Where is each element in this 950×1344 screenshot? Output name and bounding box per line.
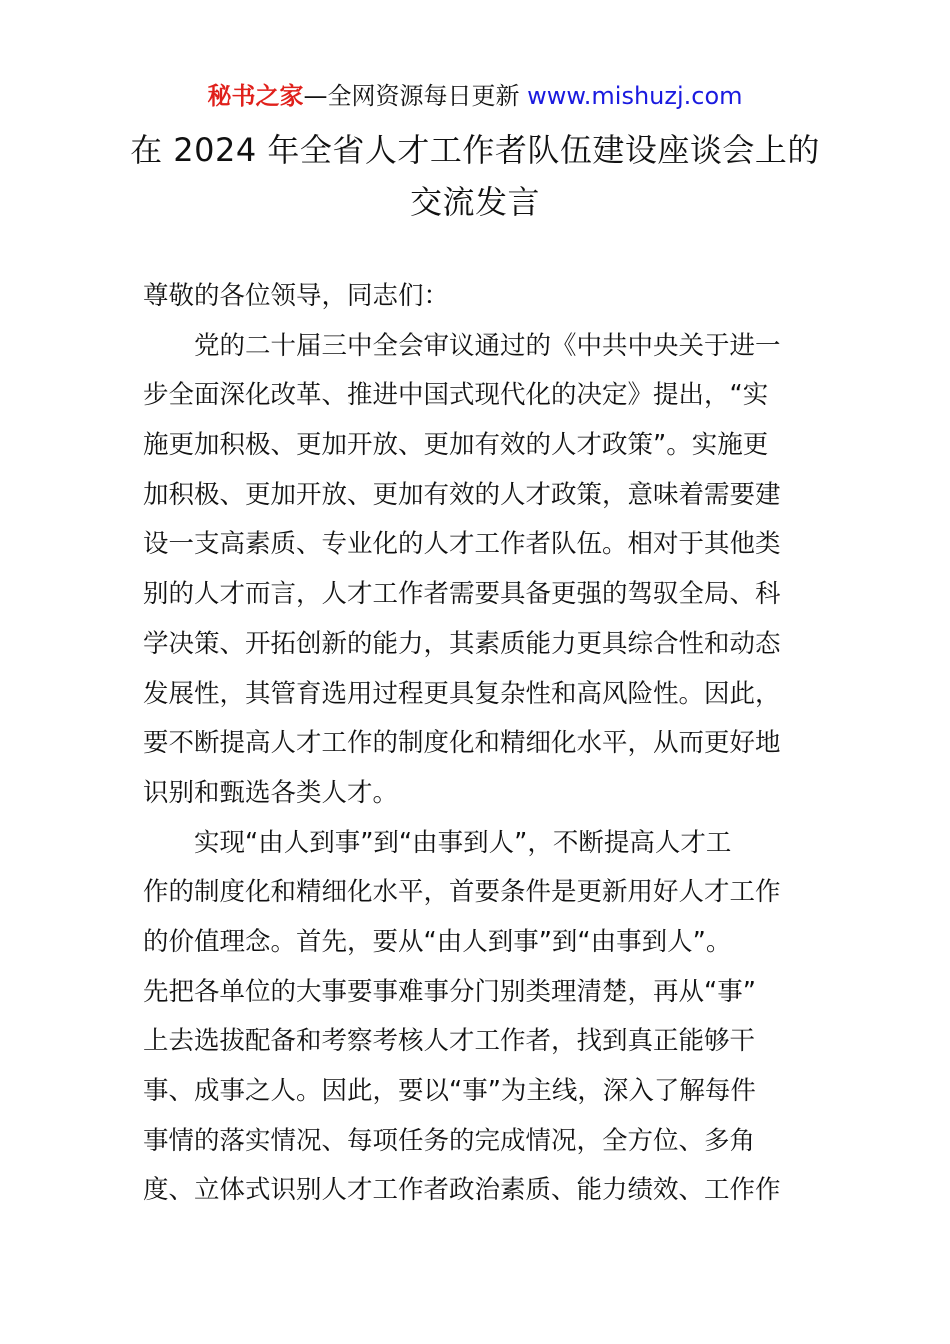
body-line: 的价值理念。首先，要从“由人到事”到“由事到人”。 (143, 926, 732, 957)
title-line: 交流发言 (409, 183, 540, 221)
body-line: 事、成事之人。因此，要以“事”为主线，深入了解每件 (143, 1076, 756, 1106)
body-line: 施更加积极、更加开放、更加有效的人才政策”。实施更 (143, 430, 769, 461)
body-line: 先把各单位的大事要事难事分门别类理清楚，再从“事” (143, 976, 756, 1007)
header-dash: — (303, 82, 328, 110)
body-line: 加积极、更加开放、更加有效的人才政策，意味着需要建 (143, 479, 781, 510)
body-line: 步全面深化改革、推进中国式现代化的决定》提出，“实 (143, 380, 769, 411)
body-line: 别的人才而言，人才工作者需要具备更强的驾驭全局、科 (143, 579, 781, 610)
body-line: 上去选拔配备和考察考核人才工作者，找到真正能够干 (143, 1026, 756, 1057)
title-line: 在 2024 年全省人才工作者队伍建设座谈会上的 (130, 131, 820, 169)
body-line: 学决策、开拓创新的能力，其素质能力更具综合性和动态 (143, 628, 781, 659)
body-line: 党的二十届三中全会审议通过的《中共中央关于进一 (143, 330, 781, 361)
site-brand: 秘书之家 (207, 82, 304, 110)
body-line: 作的制度化和精细化水平，首要条件是更新用好人才工作 (143, 877, 781, 908)
body-line: 事情的落实情况、每项任务的完成情况，全方位、多角 (143, 1125, 756, 1156)
document-title (100, 124, 850, 228)
site-header (0, 80, 950, 112)
body-line: 设一支高素质、专业化的人才工作者队伍。相对于其他类 (143, 529, 781, 560)
body-line: 尊敬的各位领导，同志们： (143, 281, 450, 311)
document-body (143, 272, 813, 1216)
body-line: 实现“由人到事”到“由事到人”，不断提高人才工 (143, 827, 732, 858)
body-line: 度、立体式识别人才工作者政治素质、能力绩效、工作作 (143, 1175, 781, 1206)
header-slogan: 全网资源每日更新 (327, 82, 528, 110)
site-url-link[interactable]: www.mishuzj.com (527, 82, 743, 110)
body-line: 要不断提高人才工作的制度化和精细化水平，从而更好地 (143, 728, 781, 759)
body-line: 识别和甄选各类人才。 (143, 777, 399, 808)
body-line: 发展性，其管育选用过程更具复杂性和高风险性。因此， (143, 678, 781, 709)
